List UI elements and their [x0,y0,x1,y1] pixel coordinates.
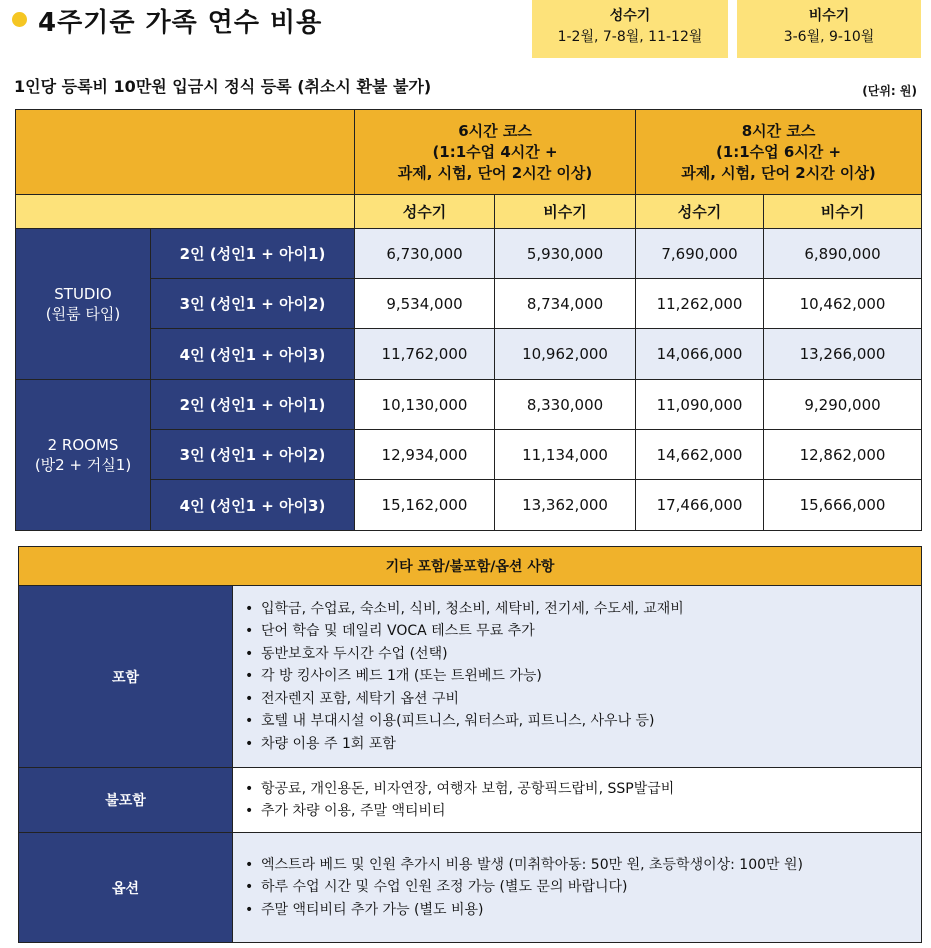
price-cell: 10,130,000 [355,380,495,430]
price-cell: 17,466,000 [636,480,764,531]
occupancy-label: 4인 (성인1 + 아이3) [151,480,355,531]
table-row [16,380,922,430]
off-season-box [737,0,921,58]
info-body-included [233,586,922,768]
season-header-cell: 비수기 [495,195,636,229]
price-cell: 14,662,000 [636,430,764,480]
course-8h-title: 8시간 코스 [741,121,816,140]
price-cell: 13,266,000 [764,329,922,380]
list-item: • 차량 이용 주 1회 포함 [245,733,921,756]
price-cell: 10,962,000 [495,329,636,380]
info-label-included: 포함 [19,586,233,768]
price-cell: 15,666,000 [764,480,922,531]
list-item: • 동반보호자 두시간 수업 (선택) [245,643,921,666]
table-row [16,279,922,329]
list-item: • 추가 차량 이용, 주말 액티비티 [245,800,921,823]
room-type-desc: (원룸 타입) [45,304,121,323]
price-cell: 6,890,000 [764,229,922,279]
price-cell: 11,262,000 [636,279,764,329]
occupancy-label: 3인 (성인1 + 아이2) [151,430,355,480]
occupancy-label: 2인 (성인1 + 아이1) [151,229,355,279]
peak-season-box [532,0,728,58]
excluded-list [245,778,921,823]
table-row [16,329,922,380]
info-row-options [19,833,922,943]
table-row [16,430,922,480]
price-cell: 15,162,000 [355,480,495,531]
price-cell: 6,730,000 [355,229,495,279]
price-cell: 8,734,000 [495,279,636,329]
occupancy-label: 3인 (성인1 + 아이2) [151,279,355,329]
room-type-2rooms [16,380,151,531]
price-cell: 9,534,000 [355,279,495,329]
price-cell: 9,290,000 [764,380,922,430]
list-item: • 단어 학습 및 데일리 VOCA 테스트 무료 추가 [245,620,921,643]
unit-note: (단위: 원) [862,84,917,98]
info-table [18,546,922,943]
price-cell: 5,930,000 [495,229,636,279]
price-cell: 11,134,000 [495,430,636,480]
occupancy-label: 2인 (성인1 + 아이1) [151,380,355,430]
price-cell: 14,066,000 [636,329,764,380]
included-list [245,598,921,756]
list-item: • 엑스트라 베드 및 인원 추가시 비용 발생 (미취학아동: 50만 원, 초등학생이상: 100만 원) [245,854,921,877]
season-header-cell: 성수기 [355,195,495,229]
room-type-name: STUDIO [54,284,112,303]
season-header-cell: 성수기 [636,195,764,229]
peak-season-months: 1-2월, 7-8월, 11-12월 [557,29,703,45]
price-cell: 8,330,000 [495,380,636,430]
bullet-dot-icon [12,12,27,27]
room-type-name: 2 ROOMS [47,435,119,454]
info-body-options [233,833,922,943]
room-type-studio [16,229,151,380]
info-row-included [19,586,922,768]
price-cell: 7,690,000 [636,229,764,279]
price-header-blank [16,110,355,195]
price-cell: 11,090,000 [636,380,764,430]
course-8h-detail-1: (1:1수업 6시간 + [715,142,842,161]
season-header-blank [16,195,355,229]
course-6h-detail-2: 과제, 시험, 단어 2시간 이상) [397,163,593,182]
price-cell: 11,762,000 [355,329,495,380]
course-6h-title: 6시간 코스 [458,121,532,140]
registration-note: 1인당 등록비 10만원 입금시 정식 등록 (취소시 환불 불가) [14,77,432,96]
info-header-row [19,547,922,586]
info-label-excluded: 불포함 [19,768,233,833]
info-body-excluded [233,768,922,833]
price-cell: 12,934,000 [355,430,495,480]
list-item: • 하루 수업 시간 및 수업 인원 조정 가능 (별도 문의 바랍니다) [245,876,921,899]
course-6h-detail-1: (1:1수업 4시간 + [432,142,558,161]
season-header-cell: 비수기 [764,195,922,229]
course-8h-detail-2: 과제, 시험, 단어 2시간 이상) [681,163,876,182]
course-6h-header [355,110,636,195]
season-header-row [16,195,922,229]
off-season-name: 비수기 [808,8,850,24]
info-row-excluded [19,768,922,833]
price-cell: 13,362,000 [495,480,636,531]
price-table [15,109,922,531]
table-row [16,480,922,531]
course-8h-header [636,110,922,195]
price-cell: 10,462,000 [764,279,922,329]
price-cell: 12,862,000 [764,430,922,480]
occupancy-label: 4인 (성인1 + 아이3) [151,329,355,380]
list-item: • 각 방 킹사이즈 베드 1개 (또는 트윈베드 가능) [245,665,921,688]
list-item: • 전자렌지 포함, 세탁기 옵션 구비 [245,688,921,711]
table-row [16,229,922,279]
price-header-row [16,110,922,195]
page-title: 4주기준 가족 연수 비용 [38,8,323,38]
list-item: • 항공료, 개인용돈, 비자연장, 여행자 보험, 공항픽드랍비, SSP발급비 [245,778,921,801]
info-label-options: 옵션 [19,833,233,943]
list-item: • 호텔 내 부대시설 이용(피트니스, 워터스파, 피트니스, 사우나 등) [245,710,921,733]
off-season-months: 3-6월, 9-10월 [783,29,875,45]
list-item: • 주말 액티비티 추가 가능 (별도 비용) [245,899,921,922]
list-item: • 입학금, 수업료, 숙소비, 식비, 청소비, 세탁비, 전기세, 수도세, 교재비 [245,598,921,621]
room-type-desc: (방2 + 거실1) [34,455,132,474]
info-table-title: 기타 포함/불포함/옵션 사항 [19,547,922,586]
options-list [245,854,921,922]
peak-season-name: 성수기 [609,8,651,24]
